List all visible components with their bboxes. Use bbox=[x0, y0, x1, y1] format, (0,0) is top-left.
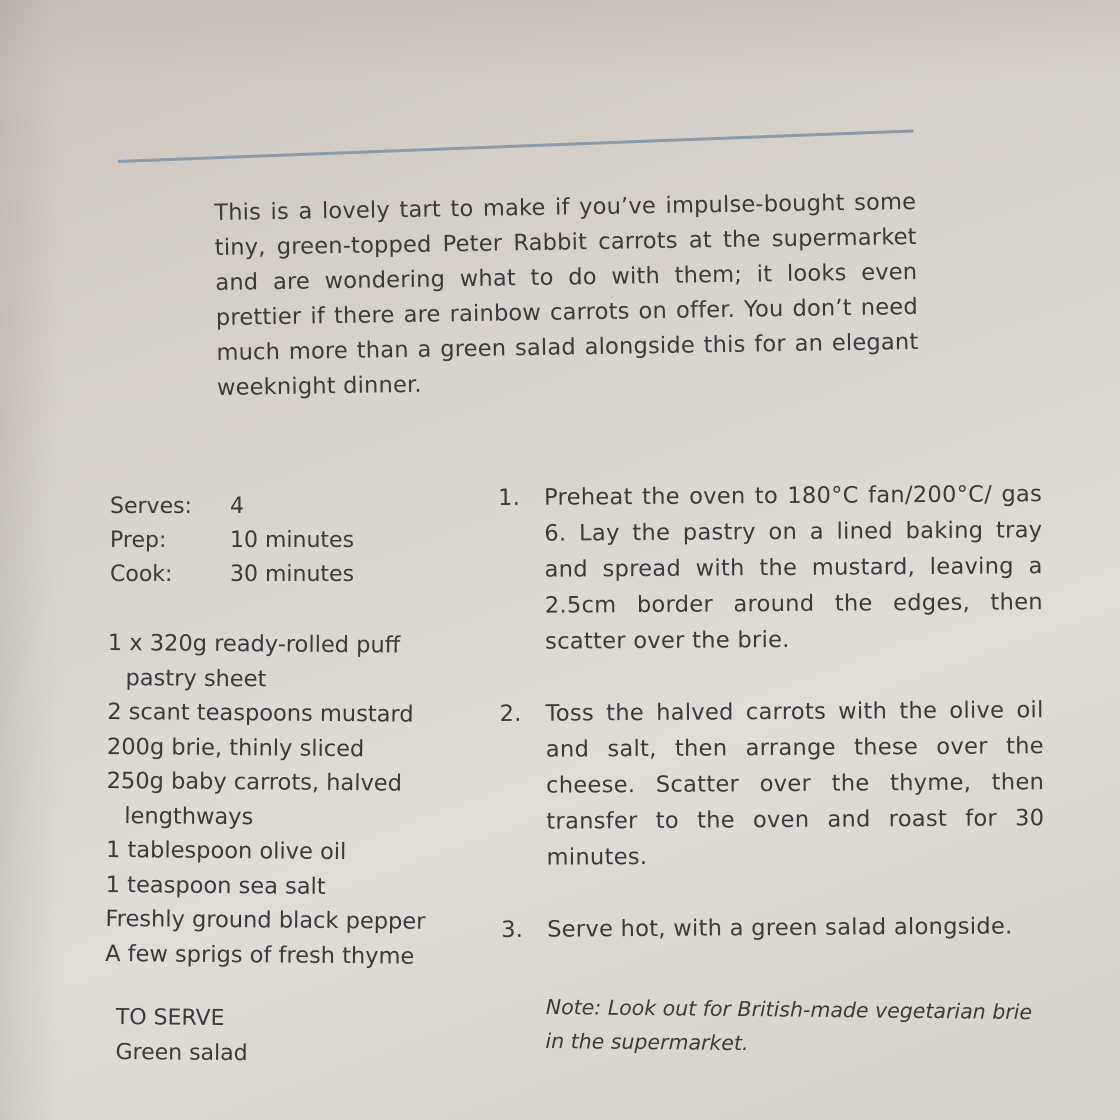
step-text: Preheat the oven to 180°C fan/200°C/ gas 6. Lay the pastry on a lined baking tray and spread with the mustard, leaving a 2.5cm border around the edges, then scatter over the brie. bbox=[544, 481, 1043, 655]
recipe-note: Note: Look out for British-made vegetarian brie in the supermarket. bbox=[545, 994, 1033, 1056]
ingredient-item: 1 x 320g ready-rolled puff pastry sheet bbox=[107, 629, 401, 692]
prep-value: 10 minutes bbox=[230, 528, 355, 553]
ingredients-list bbox=[105, 626, 468, 974]
divider-rule bbox=[118, 129, 914, 163]
serves-value: 4 bbox=[230, 494, 244, 519]
method-step bbox=[501, 908, 1045, 948]
step-text: Toss the halved carrots with the olive oil and salt, then arrange these over the cheese. Scatter over the thyme, then transfer to the oven and roast for 30 minutes. bbox=[545, 697, 1045, 871]
method-steps bbox=[498, 476, 1046, 984]
meta-prep bbox=[110, 524, 410, 558]
step-number: 1. bbox=[498, 484, 521, 511]
ingredient-item: 1 tablespoon olive oil bbox=[105, 836, 347, 866]
method-step bbox=[500, 692, 1045, 876]
to-serve-heading: TO SERVE bbox=[115, 1004, 225, 1031]
step-text: Serve hot, with a green salad alongside. bbox=[547, 913, 1013, 943]
page-shadow-left bbox=[0, 0, 60, 1120]
cook-label: Cook: bbox=[110, 562, 173, 587]
ingredient-item: 2 scant teaspoons mustard bbox=[107, 698, 414, 728]
ingredient-item: A few sprigs of fresh thyme bbox=[105, 940, 415, 970]
step-number: 3. bbox=[501, 916, 524, 943]
to-serve-section bbox=[115, 1000, 416, 1073]
prep-label: Prep: bbox=[110, 528, 167, 553]
ingredient-item: 1 teaspoon sea salt bbox=[105, 871, 326, 900]
cook-value: 30 minutes bbox=[230, 562, 355, 587]
page-shadow-top bbox=[0, 0, 1120, 80]
intro-paragraph: This is a lovely tart to make if you’ve impulse-bought some tiny, green-topped Peter Rabbit carrots at the supermarket and are wondering what to do with them; it looks even prettier if there are rainbow carrots on offer. You don’t need much more than a green salad alongside this for an elegant weeknight dinner. bbox=[214, 188, 919, 401]
meta-cook bbox=[110, 558, 410, 592]
serves-label: Serves: bbox=[110, 494, 192, 519]
ingredient-item: 250g baby carrots, halved lengthways bbox=[106, 767, 403, 830]
recipe-meta bbox=[110, 490, 410, 592]
step-number: 2. bbox=[499, 700, 522, 727]
to-serve-item: Green salad bbox=[115, 1039, 248, 1067]
meta-serves bbox=[110, 490, 410, 524]
method-step bbox=[498, 476, 1043, 660]
ingredient-item: Freshly ground black pepper bbox=[105, 905, 426, 935]
ingredient-item: 200g brie, thinly sliced bbox=[106, 733, 365, 762]
